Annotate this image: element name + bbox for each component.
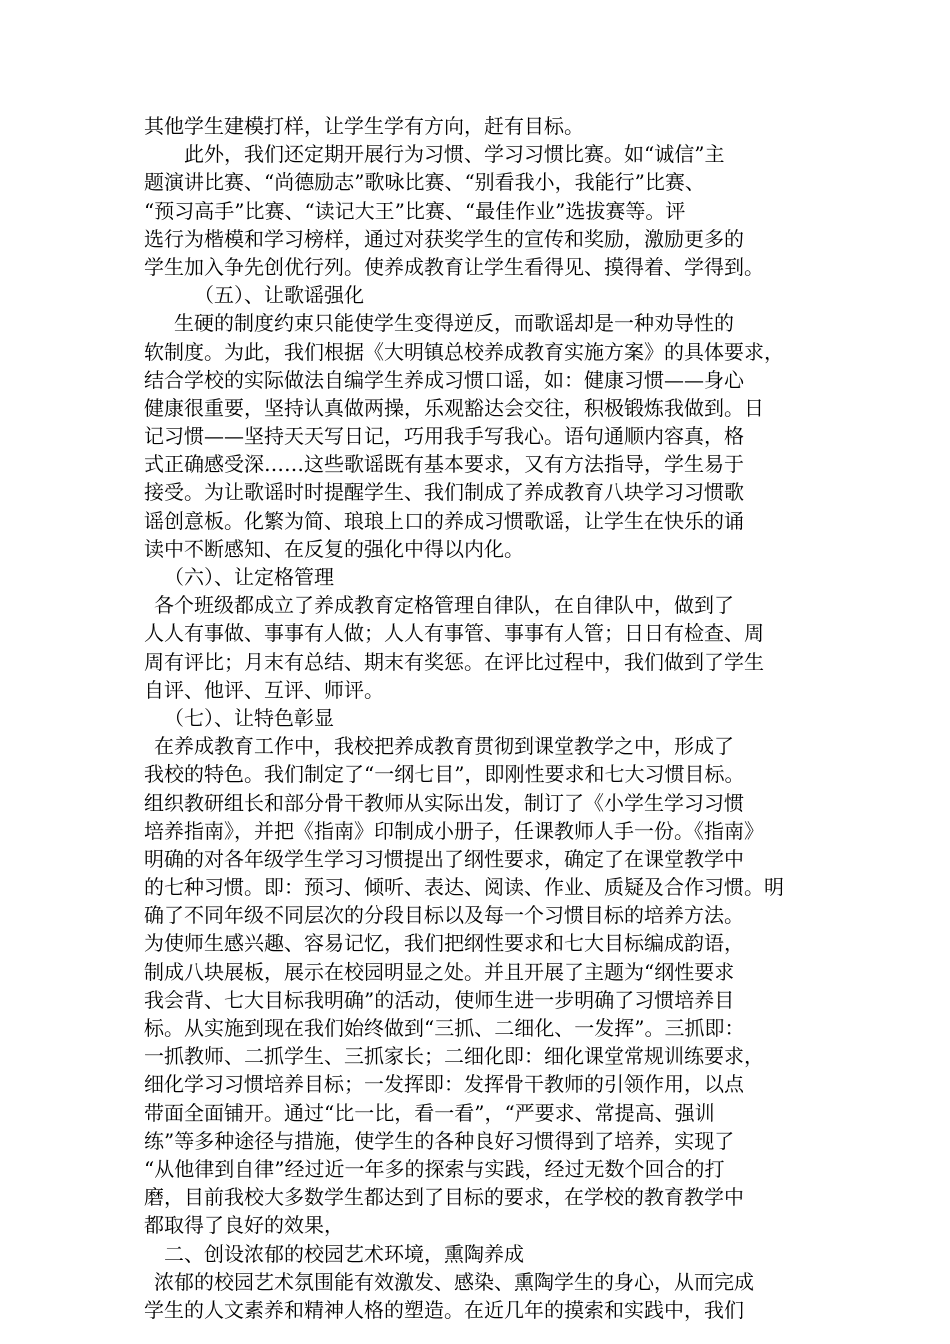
body-text [144, 112, 814, 1324]
text-line: 题演讲比赛、“尚德励志”歌咏比赛、“别看我小，我能行”比赛、 [144, 170, 705, 195]
text-line: 读中不断感知、在反复的强化中得以内化。 [144, 536, 524, 561]
text-line: 记习惯——坚持天天写日记，巧用我手写我心。语句通顺内容真，格 [144, 424, 744, 449]
text-line: 练”等多种途径与措施，使学生的各种良好习惯得到了培养，实现了 [144, 1128, 735, 1153]
text-line: 谣创意板。化繁为简、琅琅上口的养成习惯歌谣，让学生在快乐的诵 [144, 508, 744, 533]
text-line: 制成八块展板，展示在校园明显之处。并且开展了主题为“纲性要求 [144, 959, 735, 984]
text-line: 式正确感受深……这些歌谣既有基本要求，又有方法指导，学生易于 [144, 452, 744, 477]
text-line: “预习高手”比赛、“读记大王”比赛、“最佳作业”选拔赛等。评 [144, 198, 686, 223]
text-line: 都取得了良好的效果， [144, 1213, 344, 1238]
text-line: 其他学生建模打样，让学生学有方向，赶有目标。 [144, 114, 584, 138]
text-line: 学生的人文素养和精神人格的塑造。在近几年的摸索和实践中，我们 [144, 1297, 744, 1322]
text-line: 各个班级都成立了养成教育定格管理自律队，在自律队中，做到了 [154, 593, 734, 618]
text-line: 生硬的制度约束只能使学生变得逆反，而歌谣却是一种劝导性的 [174, 311, 734, 336]
text-line: 自评、他评、互评、师评。 [144, 677, 384, 702]
text-line: 磨，目前我校大多数学生都达到了目标的要求，在学校的教育教学中 [144, 1185, 744, 1210]
text-line: 学生加入争先创优行列。使养成教育让学生看得见、摸得着、学得到。 [144, 254, 764, 279]
text-line: 明确的对各年级学生学习习惯提出了纲性要求，确定了在课堂教学中 [144, 846, 744, 871]
text-line: “从他律到自律”经过近一年多的探索与实践，经过无数个回合的打 [144, 1156, 725, 1181]
text-line: 接受。为让歌谣时时提醒学生、我们制成了养成教育八块学习习惯歌 [144, 480, 744, 505]
text-line: 结合学校的实际做法自编学生养成习惯口谣，如：健康习惯——身心 [144, 367, 744, 392]
text-line: （五）、让歌谣强化 [194, 283, 364, 308]
text-line: （六）、让定格管理 [164, 565, 334, 589]
text-line: 的七种习惯。即：预习、倾听、表达、阅读、作业、质疑及合作习惯。明 [144, 875, 784, 900]
text-line: 周有评比；月末有总结、期末有奖惩。在评比过程中，我们做到了学生 [144, 649, 764, 674]
text-line: 一抓教师、二抓学生、三抓家长；二细化即：细化课堂常规训练要求， [144, 1044, 764, 1069]
text-line: 软制度。为此，我们根据《大明镇总校养成教育实施方案》的具体要求， [144, 339, 784, 364]
text-line: 健康很重要，坚持认真做两操，乐观豁达会交往，积极锻炼我做到。日 [144, 395, 764, 420]
text-line: 带面全面铺开。通过“比一比，看一看”，“严要求、常提高、强训 [144, 1100, 715, 1125]
text-line: 我会背、七大目标我明确”的活动，使师生进一步明确了习惯培养目 [144, 987, 735, 1012]
text-line: 人人有事做、事事有人做；人人有事管、事事有人管；日日有检查、周 [144, 621, 764, 646]
text-line: 在养成教育工作中，我校把养成教育贯彻到课堂教学之中，形成了 [154, 734, 734, 759]
text-line: 标。从实施到现在我们始终做到“三抓、二细化、一发挥”。三抓即： [144, 1016, 745, 1040]
text-line: 细化学习习惯培养目标；一发挥即：发挥骨干教师的引领作用，以点 [144, 1072, 744, 1097]
text-line: 二、创设浓郁的校园艺术环境，熏陶养成 [164, 1241, 524, 1266]
text-line: 培养指南》，并把《指南》印制成小册子，任课教师人手一份。《指南》 [144, 818, 764, 843]
text-line: 为使师生感兴趣、容易记忆，我们把纲性要求和七大目标编成韵语， [144, 931, 744, 956]
text-line: （七）、让特色彰显 [164, 705, 334, 730]
text-line: 此外，我们还定期开展行为习惯、学习习惯比赛。如“诚信”主 [184, 142, 725, 167]
text-line: 我校的特色。我们制定了“一纲七目”，即刚性要求和七大习惯目标。 [144, 762, 745, 787]
text-line: 确了不同年级不同层次的分段目标以及每一个习惯目标的培养方法。 [144, 903, 744, 928]
text-line: 选行为楷模和学习榜样，通过对获奖学生的宣传和奖励，激励更多的 [144, 226, 744, 251]
text-line: 组织教研组长和部分骨干教师从实际出发，制订了《小学生学习习惯 [144, 790, 744, 815]
text-line: 浓郁的校园艺术氛围能有效激发、感染、熏陶学生的身心，从而完成 [154, 1269, 754, 1294]
